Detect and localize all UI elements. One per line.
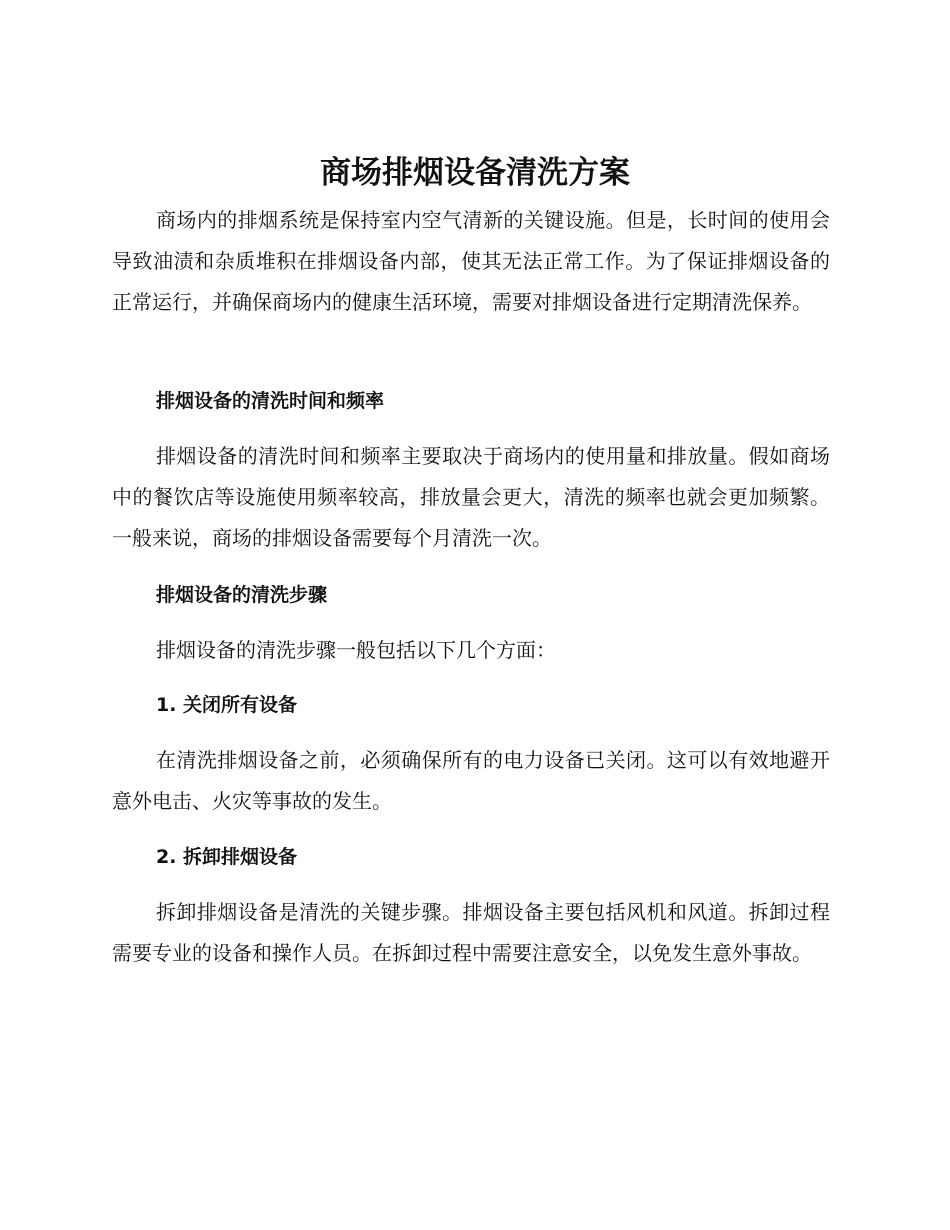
steps-intro-paragraph: 排烟设备的清洗步骤一般包括以下几个方面： [156, 638, 556, 662]
step1-heading: 1. 关闭所有设备 [156, 694, 298, 716]
step2-paragraph: 拆卸排烟设备是清洗的关键步骤。排烟设备主要包括风机和风道。拆卸过程需要专业的设备和操作人员。在拆卸过程中需要注意安全，以免发生意外事故。 [112, 900, 830, 965]
intro-paragraph: 商场内的排烟系统是保持室内空气清新的关键设施。但是，长时间的使用会导致油渍和杂质堆积在排烟设备内部，使其无法正常工作。为了保证排烟设备的正常运行，并确保商场内的健康生活环境，需要对排烟设备进行定期清洗保养。 [112, 208, 830, 314]
frequency-paragraph: 排烟设备的清洗时间和频率主要取决于商场内的使用量和排放量。假如商场中的餐饮店等设施使用频率较高，排放量会更大，清洗的频率也就会更加频繁。一般来说，商场的排烟设备需要每个月清洗一次。 [112, 444, 830, 550]
step2-heading: 2. 拆卸排烟设备 [156, 846, 298, 868]
section-heading-steps: 排烟设备的清洗步骤 [156, 584, 328, 606]
document-title: 商场排烟设备清洗方案 [320, 155, 630, 191]
step1-paragraph: 在清洗排烟设备之前，必须确保所有的电力设备已关闭。这可以有效地避开意外电击、火灾等事故的发生。 [112, 748, 830, 813]
section-heading-frequency: 排烟设备的清洗时间和频率 [156, 390, 385, 412]
